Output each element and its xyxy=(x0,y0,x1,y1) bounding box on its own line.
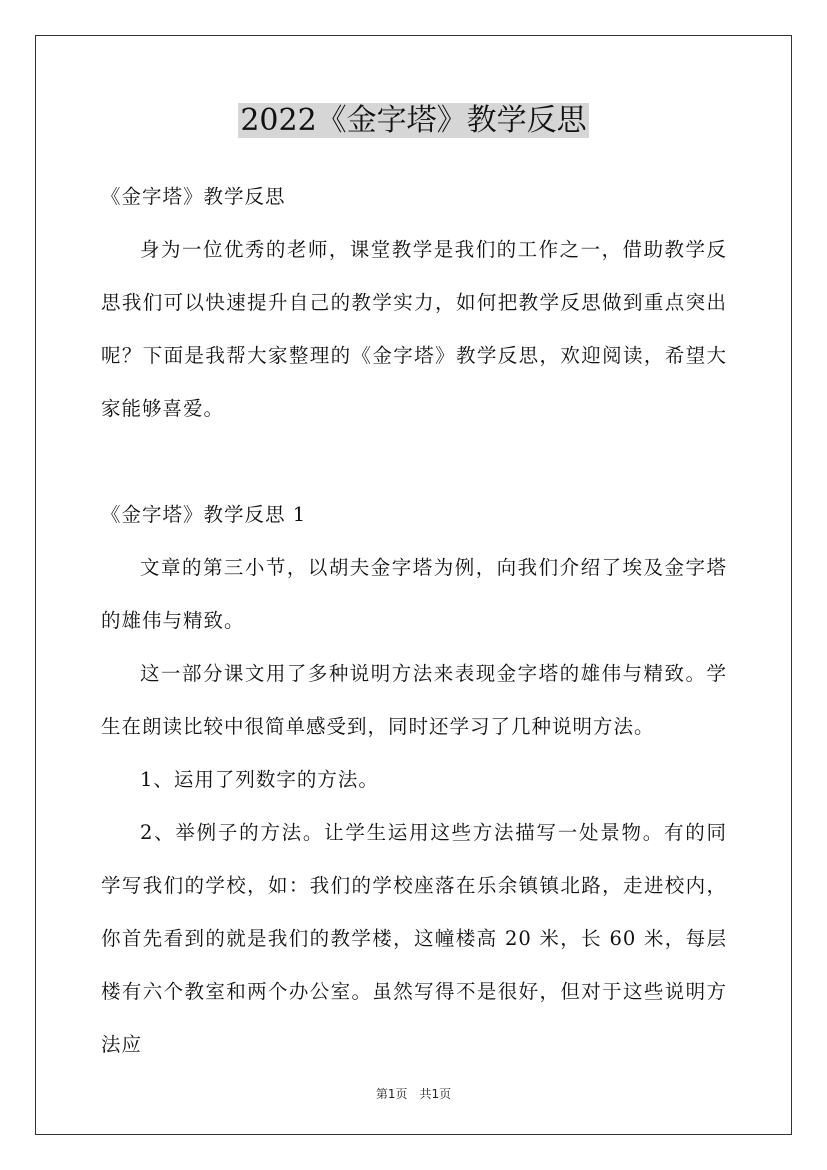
document-body xyxy=(101,170,727,1071)
body-paragraph: 文章的第三小节，以胡夫金字塔为例，向我们介绍了埃及金字塔的雄伟与精致。 xyxy=(101,556,727,632)
list-item: 1、运用了列数字的方法。 xyxy=(140,768,379,791)
section-heading-1: 《金字塔》教学反思 1 xyxy=(101,503,307,526)
list-item: 2、举例子的方法。让学生运用这些方法描写一处景物。有的同学写我们的学校，如：我们的学校座落在乐余镇镇北路，走进校内，你首先看到的就是我们的教学楼，这幢楼高 20 米，长 60 米，每层楼有六个教室和两个办公室。虽然写得不是很好，但对于这些说明方法应 xyxy=(101,821,727,1056)
body-paragraph: 这一部分课文用了多种说明方法来表现金字塔的雄伟与精致。学生在朗读比较中很简单感受到，同时还学习了几种说明方法。 xyxy=(101,662,727,738)
section-heading: 《金字塔》教学反思 xyxy=(101,185,286,208)
document-title-text: 2022《金字塔》教学反思 xyxy=(240,103,587,138)
intro-paragraph: 身为一位优秀的老师，课堂教学是我们的工作之一，借助教学反思我们可以快速提升自己的教学实力，如何把教学反思做到重点突出呢？下面是我帮大家整理的《金字塔》教学反思，欢迎阅读，希望大家能够喜爱。 xyxy=(101,238,727,420)
paragraph-spacer xyxy=(101,435,727,488)
document-title xyxy=(0,100,827,142)
page-footer: 第1页 共1页 xyxy=(375,1087,452,1101)
